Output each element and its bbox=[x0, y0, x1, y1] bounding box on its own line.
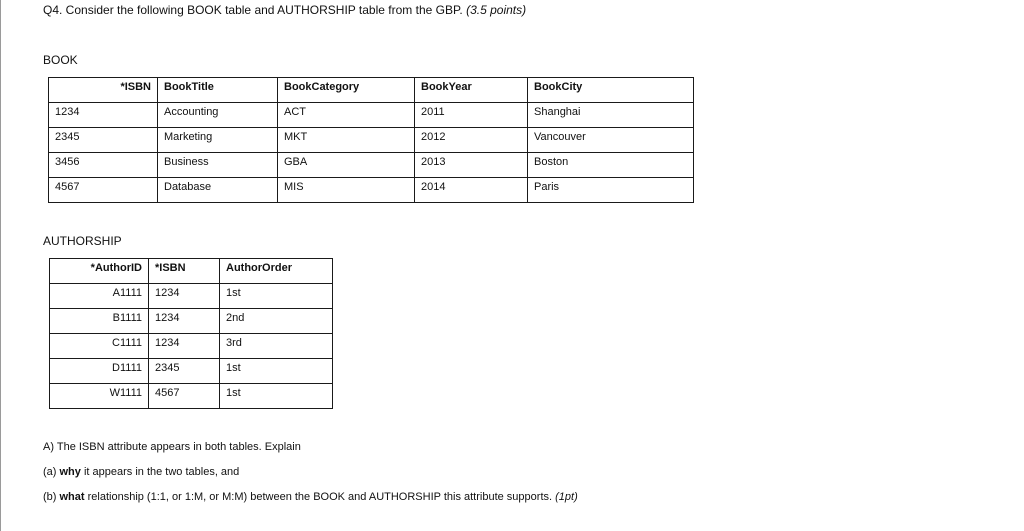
book-header-city: BookCity bbox=[528, 78, 694, 103]
authorship-table-label: AUTHORSHIP bbox=[43, 234, 122, 248]
authorship-isbn-cell: 1234 bbox=[149, 334, 220, 359]
part-a-line-3 bbox=[43, 490, 578, 504]
table-row bbox=[50, 309, 333, 334]
book-table-label: BOOK bbox=[43, 53, 78, 67]
table-row bbox=[50, 384, 333, 409]
authorship-isbn-cell: 4567 bbox=[149, 384, 220, 409]
book-isbn-cell: 3456 bbox=[49, 153, 158, 178]
book-year-cell: 2012 bbox=[415, 128, 528, 153]
book-year-cell: 2011 bbox=[415, 103, 528, 128]
part-a-3-points: (1pt) bbox=[555, 491, 578, 503]
part-a-intro: A) The ISBN attribute appears in both tables. Explain bbox=[43, 441, 301, 453]
book-header-category: BookCategory bbox=[278, 78, 415, 103]
authorship-order-cell: 1st bbox=[220, 384, 333, 409]
authorship-order-cell: 2nd bbox=[220, 309, 333, 334]
question-heading bbox=[43, 3, 526, 17]
book-isbn-cell: 2345 bbox=[49, 128, 158, 153]
book-category-cell: MIS bbox=[278, 178, 415, 203]
authorship-header-authorid: *AuthorID bbox=[50, 259, 149, 284]
authorship-header-isbn: *ISBN bbox=[149, 259, 220, 284]
table-row bbox=[50, 284, 333, 309]
table-row bbox=[49, 103, 694, 128]
table-row bbox=[49, 178, 694, 203]
table-row bbox=[49, 128, 694, 153]
authorship-authorid-cell: C1111 bbox=[50, 334, 149, 359]
authorship-header-order: AuthorOrder bbox=[220, 259, 333, 284]
authorship-isbn-cell: 1234 bbox=[149, 284, 220, 309]
book-title-cell: Accounting bbox=[158, 103, 278, 128]
authorship-isbn-cell: 1234 bbox=[149, 309, 220, 334]
part-a-3-prefix: (b) bbox=[43, 491, 60, 503]
authorship-order-cell: 1st bbox=[220, 359, 333, 384]
table-row bbox=[50, 334, 333, 359]
authorship-authorid-cell: W1111 bbox=[50, 384, 149, 409]
part-a-3-rest: relationship (1:1, or 1:M, or M:M) between the BOOK and AUTHORSHIP this attribute supports. bbox=[84, 491, 556, 503]
book-table bbox=[48, 77, 694, 203]
book-category-cell: ACT bbox=[278, 103, 415, 128]
book-city-cell: Paris bbox=[528, 178, 694, 203]
book-city-cell: Shanghai bbox=[528, 103, 694, 128]
authorship-table bbox=[49, 258, 333, 409]
book-header-title: BookTitle bbox=[158, 78, 278, 103]
authorship-header-row bbox=[50, 259, 333, 284]
book-isbn-cell: 4567 bbox=[49, 178, 158, 203]
book-city-cell: Boston bbox=[528, 153, 694, 178]
question-points: (3.5 points) bbox=[466, 3, 527, 17]
question-title: Q4. Consider the following BOOK table and AUTHORSHIP table from the GBP. bbox=[43, 3, 463, 17]
authorship-authorid-cell: A1111 bbox=[50, 284, 149, 309]
table-row bbox=[50, 359, 333, 384]
book-title-cell: Database bbox=[158, 178, 278, 203]
page-left-border bbox=[0, 0, 1, 531]
book-header-isbn: *ISBN bbox=[49, 78, 158, 103]
part-a-line-2 bbox=[43, 465, 239, 479]
authorship-order-cell: 3rd bbox=[220, 334, 333, 359]
book-category-cell: GBA bbox=[278, 153, 415, 178]
part-a-2-rest: it appears in the two tables, and bbox=[80, 466, 240, 478]
part-a-3-emphasis: what bbox=[59, 491, 85, 503]
book-title-cell: Marketing bbox=[158, 128, 278, 153]
book-category-cell: MKT bbox=[278, 128, 415, 153]
table-row bbox=[49, 153, 694, 178]
book-year-cell: 2013 bbox=[415, 153, 528, 178]
book-title-cell: Business bbox=[158, 153, 278, 178]
book-header-row bbox=[49, 78, 694, 103]
authorship-authorid-cell: D1111 bbox=[50, 359, 149, 384]
authorship-authorid-cell: B1111 bbox=[50, 309, 149, 334]
book-isbn-cell: 1234 bbox=[49, 103, 158, 128]
authorship-isbn-cell: 2345 bbox=[149, 359, 220, 384]
book-year-cell: 2014 bbox=[415, 178, 528, 203]
part-a-line-1 bbox=[43, 440, 301, 454]
book-header-year: BookYear bbox=[415, 78, 528, 103]
part-a-2-prefix: (a) bbox=[43, 466, 60, 478]
part-a-2-emphasis: why bbox=[59, 466, 81, 478]
book-city-cell: Vancouver bbox=[528, 128, 694, 153]
authorship-order-cell: 1st bbox=[220, 284, 333, 309]
